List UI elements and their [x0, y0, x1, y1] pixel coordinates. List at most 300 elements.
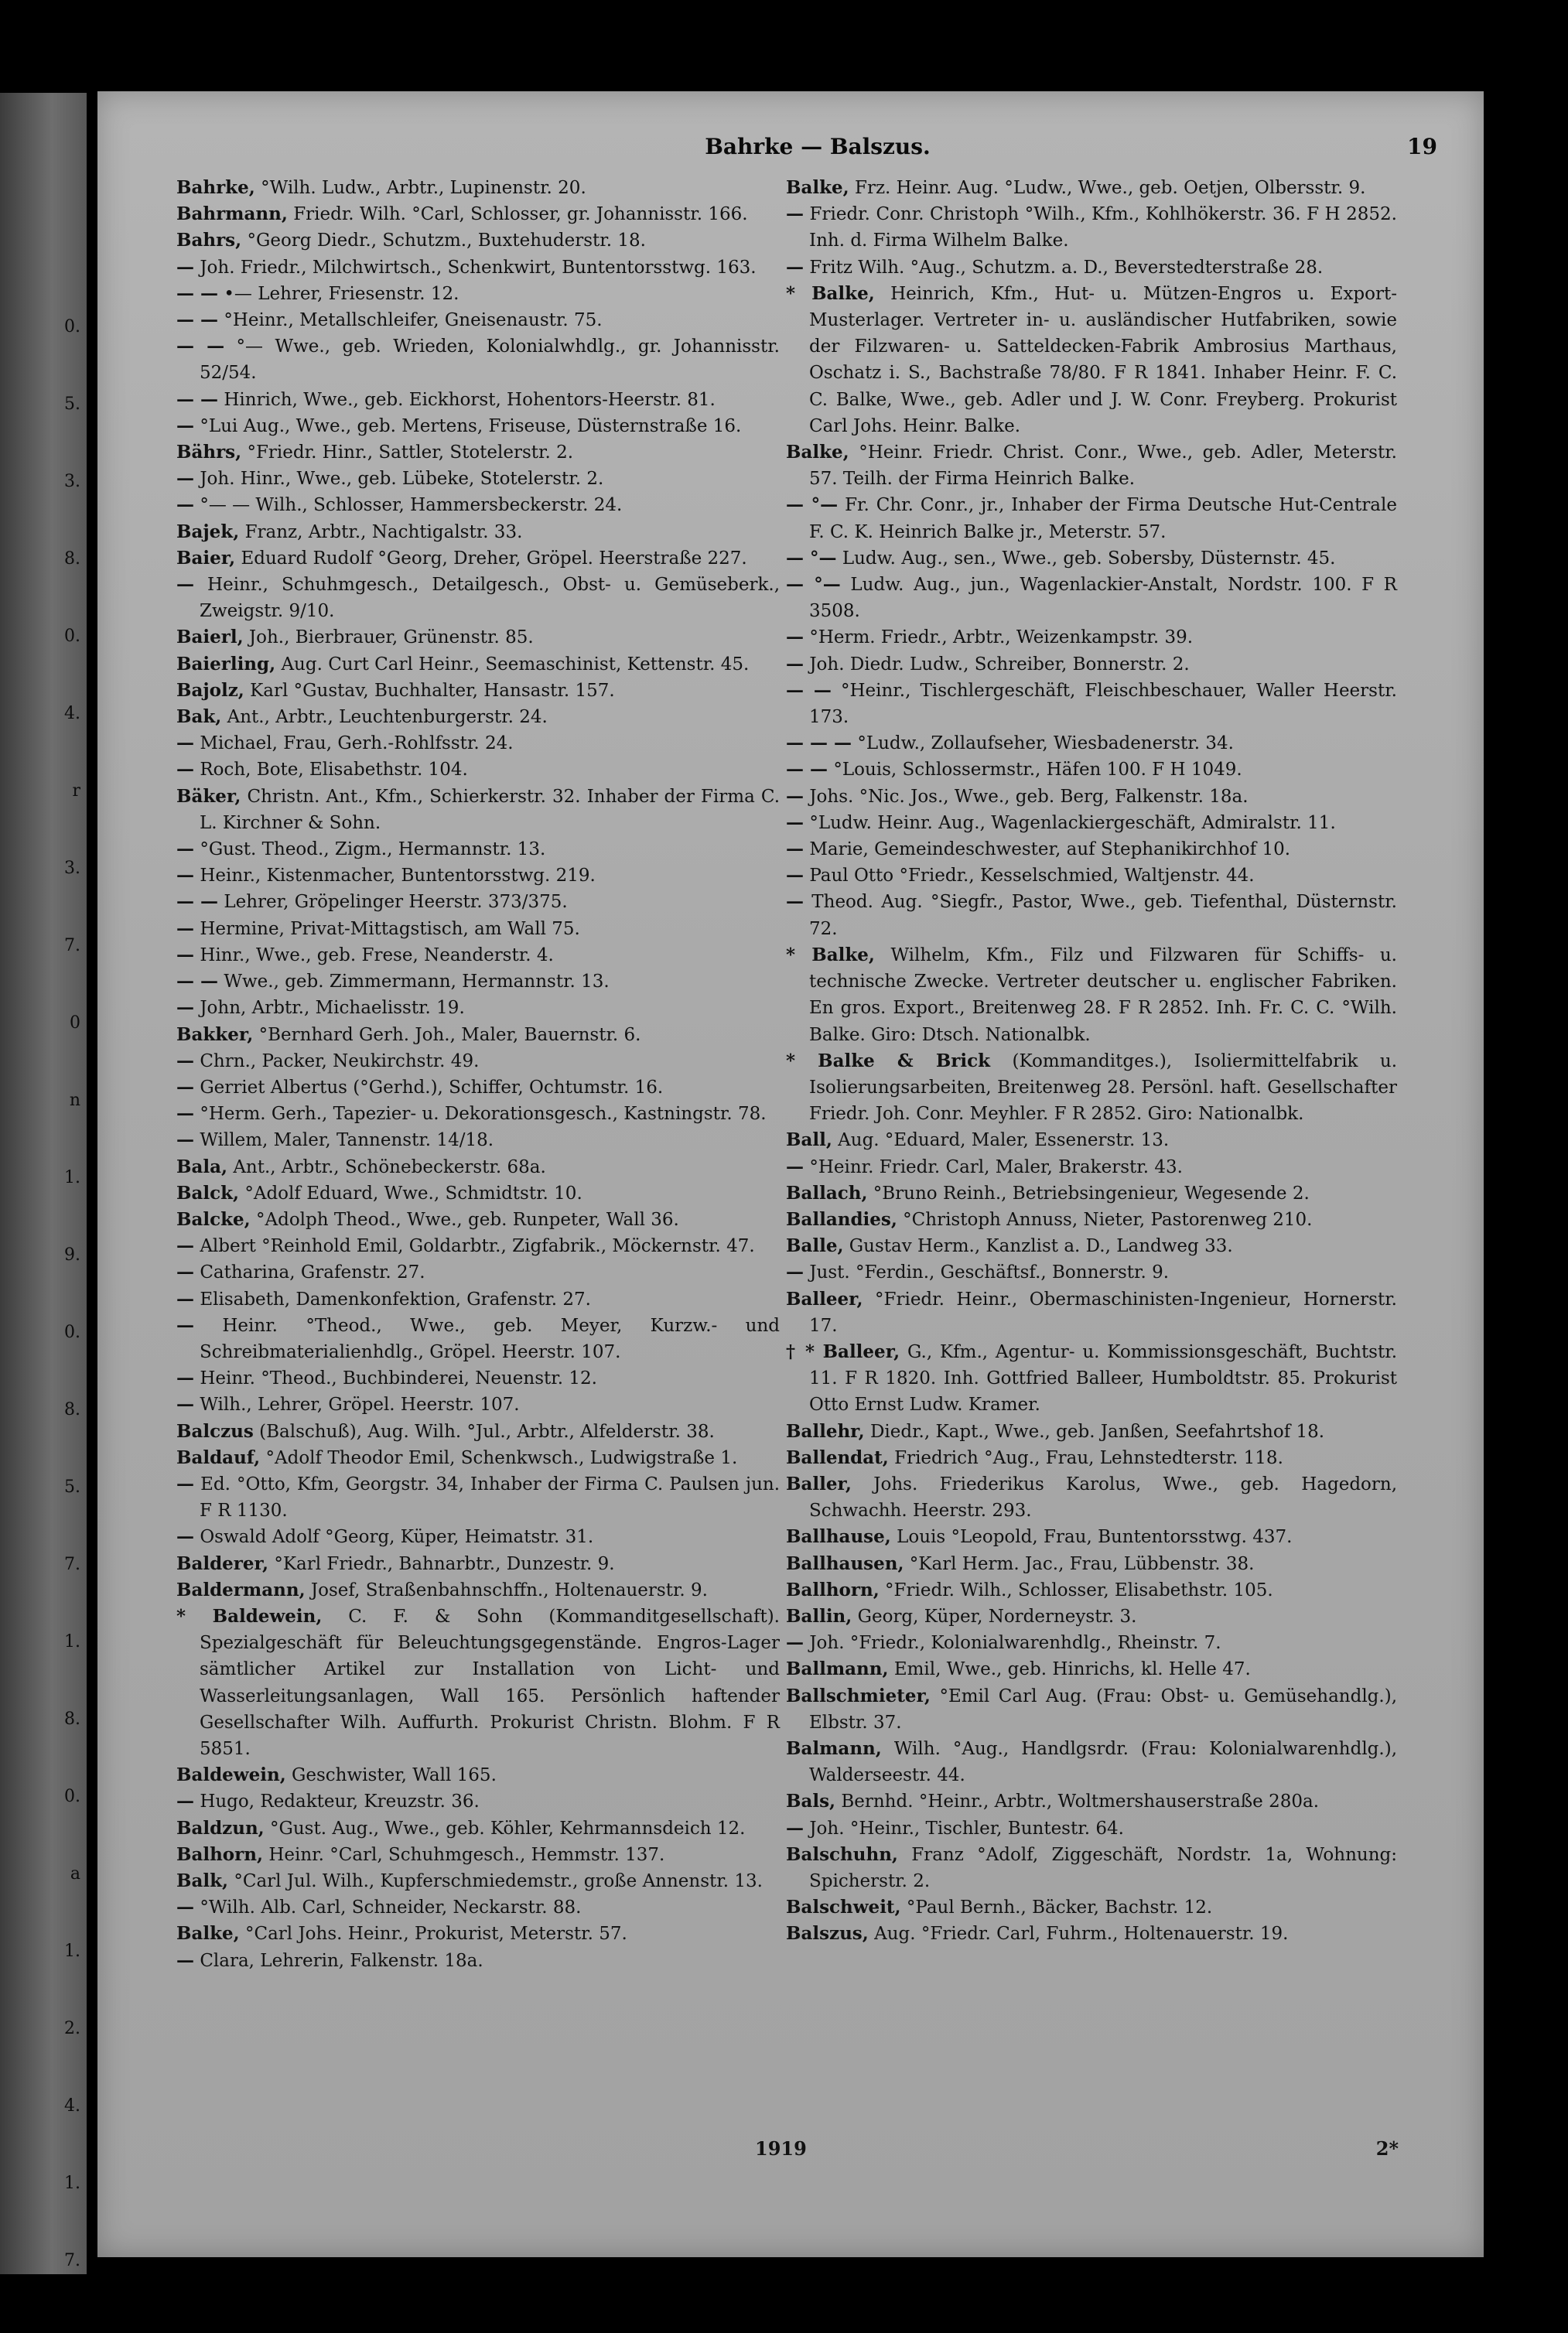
entry-text: Aug. °Eduard, Maler, Essenerstr. 13.: [838, 1130, 1170, 1151]
directory-entry: [176, 1445, 780, 1471]
directory-entry: [786, 1154, 1397, 1180]
directory-entry: [786, 1127, 1397, 1153]
entry-name: —: [786, 627, 804, 648]
margin-mark: 8.: [64, 549, 80, 569]
directory-entry: [176, 1419, 780, 1445]
margin-mark: 7.: [64, 2251, 80, 2270]
entry-name: —: [176, 468, 194, 490]
directory-entry: [176, 175, 780, 201]
entry-text: Chrn., Packer, Neukirchstr. 49.: [200, 1050, 480, 1071]
entry-name: Baldauf,: [176, 1447, 261, 1468]
entry-name: —: [786, 203, 804, 225]
entry-text: Joh. °Friedr., Kolonialwarenhdlg., Rheinstr. 7.: [809, 1633, 1221, 1654]
entry-name: —: [786, 1262, 804, 1283]
entry-text: Hermine, Privat-Mittagstisch, am Wall 75.: [200, 918, 580, 939]
entry-name: Ballhause,: [786, 1526, 891, 1548]
directory-entry: [176, 1842, 780, 1868]
directory-entry: [176, 1788, 780, 1815]
directory-entry: [786, 1339, 1397, 1419]
directory-entry: [786, 1604, 1397, 1630]
entry-text: °Carl Jul. Wilh., Kupferschmiedemstr., große Annenstr. 13.: [234, 1871, 763, 1891]
entry-text: Oswald Adolf °Georg, Küper, Heimatstr. 31.: [200, 1527, 594, 1548]
entry-name: —: [176, 1288, 194, 1310]
entry-name: —: [176, 733, 194, 754]
entry-name: —: [176, 1473, 194, 1494]
running-header: [183, 134, 1453, 165]
directory-entry: [176, 1365, 780, 1392]
directory-entry: [786, 281, 1397, 439]
left-column: [176, 175, 780, 1974]
entry-text: °Friedr. Hinr., Sattler, Stotelerstr. 2.: [247, 442, 574, 463]
entry-text: °Heinr., Metallschleifer, Gneisenaustr. 75.: [224, 310, 603, 331]
entry-text: Johs. °Nic. Jos., Wwe., geb. Berg, Falkenstr. 18a.: [809, 786, 1249, 807]
directory-entry: [786, 545, 1397, 572]
directory-entry: [176, 757, 780, 783]
entry-text: Heinr., Schuhmgesch., Detailgesch., Obst- u. Gemüseberk., Zweigstr. 9/10.: [200, 575, 780, 622]
entry-name: — — —: [786, 733, 852, 754]
entry-text: °Bruno Reinh., Betriebsingenieur, Wegesende 2.: [873, 1183, 1310, 1204]
directory-entry: [176, 1207, 780, 1233]
entry-text: °Karl Friedr., Bahnarbtr., Dunzestr. 9.: [274, 1553, 615, 1574]
directory-entry: [786, 492, 1397, 545]
entry-text: G., Kfm., Agentur- u. Kommissionsgeschäft, Buchtstr. 11. F R 1820. Inh. Gottfried Balleer, Humboldtstr. 85. Prokurist Otto Ernst Ludw. Kramer.: [809, 1341, 1398, 1416]
directory-entry: [786, 1656, 1397, 1682]
directory-entry: [786, 651, 1397, 678]
entry-text: Ed. °Otto, Kfm, Georgstr. 34, Inhaber der Firma C. Paulsen jun. F R 1130.: [200, 1474, 781, 1522]
margin-mark: 0.: [64, 1323, 80, 1342]
entry-name: Balderer,: [176, 1552, 268, 1574]
directory-entry: [786, 1842, 1397, 1894]
entry-name: Balke,: [176, 1923, 240, 1945]
directory-entry: [176, 227, 780, 254]
entry-name: Balleer,: [786, 1288, 863, 1310]
entry-text: Fr. Chr. Conr., jr., Inhaber der Firma Deutsche Hut-Centrale F. C. K. Heinrich Balke jr., Meterstr. 57.: [809, 495, 1397, 542]
directory-entry: [176, 1022, 780, 1048]
entry-name: Ball,: [786, 1129, 832, 1151]
entry-text: Friedr. Wilh. °Carl, Schlosser, gr. Johannisstr. 166.: [293, 204, 748, 225]
entry-name: Bala,: [176, 1156, 227, 1177]
directory-entry: [176, 624, 780, 651]
directory-entry: [786, 836, 1397, 862]
directory-entry: [786, 1233, 1397, 1259]
entry-text: Lehrer, Gröpelinger Heerstr. 373/375.: [224, 892, 568, 913]
entry-text: °Adolf Eduard, Wwe., Schmidtstr. 10.: [244, 1183, 582, 1204]
entry-name: —: [176, 1368, 194, 1389]
directory-entry: [176, 862, 780, 889]
entry-name: —: [176, 759, 194, 781]
margin-mark: 0.: [64, 627, 80, 646]
directory-entry: [786, 1788, 1397, 1815]
directory-entry: [786, 1894, 1397, 1921]
entry-name: Balke,: [786, 442, 849, 463]
entry-name: Baierl,: [176, 627, 244, 648]
margin-mark: 1.: [64, 2174, 80, 2193]
entry-name: —: [176, 1526, 194, 1548]
entry-name: Balcke,: [176, 1208, 251, 1230]
adjacent-page-edge: [0, 93, 87, 2274]
entry-name: Balhorn,: [176, 1843, 263, 1865]
directory-page: [97, 91, 1484, 2257]
entry-name: * Balke & Brick: [786, 1050, 991, 1071]
directory-entry: [176, 1233, 780, 1259]
directory-entry: [786, 862, 1397, 889]
entry-name: — —: [786, 679, 832, 701]
directory-entry: [176, 1392, 780, 1418]
entry-text: Friedrich °Aug., Frau, Lehnstedterstr. 118.: [894, 1447, 1283, 1468]
page-footer: [97, 2137, 1484, 2164]
directory-entry: [786, 942, 1397, 1048]
entry-text: °Karl Herm. Jac., Frau, Lübbenstr. 38.: [909, 1553, 1255, 1574]
entry-text: Eduard Rudolf °Georg, Dreher, Gröpel. Heerstraße 227.: [241, 548, 747, 569]
directory-entry: [176, 572, 780, 624]
entry-name: —: [176, 1314, 194, 1336]
entry-name: —: [176, 1050, 194, 1071]
directory-entry: [176, 1048, 780, 1074]
entry-text: Franz, Arbtr., Nachtigalstr. 33.: [244, 521, 523, 542]
directory-entry: [176, 201, 780, 227]
directory-entry: [786, 1683, 1397, 1736]
entry-text: Friedr. Conr. Christoph °Wilh., Kfm., Kohlhökerstr. 36. F H 2852. Inh. d. Firma Wilhelm Balke.: [809, 204, 1397, 251]
margin-mark: 1.: [64, 1942, 80, 1961]
margin-mark: 0.: [64, 317, 80, 336]
entry-text: Catharina, Grafenstr. 27.: [200, 1262, 425, 1283]
directory-entry: [176, 387, 780, 413]
entry-name: Ballschmieter,: [786, 1685, 931, 1706]
entry-text: Wilhelm, Kfm., Filz und Filzwaren für Schiffs- u. technische Zwecke. Vertreter deutscher u. englischer Fabriken. En gros. Export., Breitenweg 28. F R 2852. Inh. Fr. C. C. °Wilh. Balke. Giro: Dtsch. Nationalbk.: [809, 944, 1397, 1045]
entry-text: Diedr., Kapt., Wwe., geb. Janßen, Seefahrtshof 18.: [869, 1421, 1325, 1442]
margin-mark: 5.: [64, 395, 80, 414]
entry-name: Balschweit,: [786, 1897, 901, 1918]
entry-name: — —: [176, 309, 219, 331]
entry-name: Ballmann,: [786, 1658, 889, 1680]
entry-text: (Balschuß), Aug. Wilh. °Jul., Arbtr., Alfelderstr. 38.: [259, 1421, 715, 1442]
entry-name: Bakker,: [176, 1023, 254, 1045]
entry-text: Wwe., geb. Zimmermann, Hermannstr. 13.: [224, 972, 610, 992]
directory-entry: [786, 1736, 1397, 1788]
directory-entry: [176, 678, 780, 704]
directory-entry: [176, 333, 780, 386]
directory-entry: [176, 1577, 780, 1604]
margin-mark: 4.: [64, 2096, 80, 2116]
entry-text: Joh. °Heinr., Tischler, Buntestr. 64.: [809, 1818, 1124, 1839]
directory-entry: [786, 1816, 1397, 1842]
entry-name: Baller,: [786, 1473, 852, 1494]
directory-entry: [176, 730, 780, 757]
entry-name: Ballandies,: [786, 1208, 897, 1230]
directory-entry: [786, 1048, 1397, 1128]
directory-entry: [786, 757, 1397, 783]
directory-entry: [176, 413, 780, 439]
entry-name: —: [176, 574, 194, 596]
entry-text: Ant., Arbtr., Schönebeckerstr. 68a.: [233, 1156, 546, 1177]
directory-entry: [176, 942, 780, 968]
entry-text: Ludw. Aug., jun., Wagenlackier-Anstalt, Nordstr. 100. F R 3508.: [809, 575, 1398, 622]
entry-text: °Bernhard Gerh. Joh., Maler, Bauernstr. 6.: [258, 1024, 641, 1045]
entry-text: Geschwister, Wall 165.: [292, 1765, 497, 1786]
entry-text: °Christoph Annuss, Nieter, Pastorenweg 210.: [903, 1209, 1313, 1230]
entry-text: Elisabeth, Damenkonfektion, Grafenstr. 27.: [200, 1289, 591, 1310]
entry-text: Joh. Hinr., Wwe., geb. Lübeke, Stotelerstr. 2.: [200, 469, 604, 490]
footer-year: 1919: [755, 2137, 807, 2160]
margin-mark: n: [69, 1091, 80, 1110]
entry-text: Emil, Wwe., geb. Hinrichs, kl. Helle 47.: [893, 1659, 1251, 1680]
directory-entry: [786, 175, 1397, 201]
entry-name: —: [786, 1156, 804, 1177]
margin-mark: 8.: [64, 1400, 80, 1419]
entry-name: Bak,: [176, 706, 222, 728]
entry-name: —: [176, 1262, 194, 1283]
entry-text: °Friedr. Wilh., Schlosser, Elisabethstr. 105.: [885, 1580, 1273, 1600]
entry-name: Baierling,: [176, 653, 276, 675]
entry-name: —: [176, 997, 194, 1019]
entry-text: Marie, Gemeindeschwester, auf Stephanikirchhof 10.: [809, 839, 1291, 860]
entry-text: °Louis, Schlossermstr., Häfen 100. F H 1049.: [833, 760, 1242, 781]
entry-name: — —: [176, 282, 219, 304]
entry-name: — °—: [786, 547, 837, 569]
entry-text: Christn. Ant., Kfm., Schierkerstr. 32. Inhaber der Firma C. L. Kirchner & Sohn.: [200, 786, 780, 833]
entry-text: Wilh., Lehrer, Gröpel. Heerstr. 107.: [200, 1395, 520, 1416]
directory-entry: [786, 1524, 1397, 1550]
entry-name: Bäker,: [176, 785, 241, 807]
directory-entry: [176, 1074, 780, 1101]
entry-text: Gerriet Albertus (°Gerhd.), Schiffer, Ochtumstr. 16.: [200, 1077, 664, 1098]
signature-mark: 2*: [1375, 2137, 1399, 2160]
entry-name: Baldzun,: [176, 1817, 265, 1839]
entry-name: —: [786, 653, 804, 675]
margin-mark: 8.: [64, 1710, 80, 1729]
entry-text: Hinrich, Wwe., geb. Eickhorst, Hohentors-Heerstr. 81.: [224, 389, 716, 410]
entry-name: — °—: [786, 494, 839, 516]
entry-name: —: [786, 256, 804, 278]
entry-name: Balck,: [176, 1182, 240, 1204]
entry-name: Bahrs,: [176, 230, 242, 251]
directory-entry: [176, 307, 780, 333]
entry-name: —: [786, 785, 804, 807]
entry-name: Balle,: [786, 1235, 844, 1257]
entry-name: Ballehr,: [786, 1420, 865, 1442]
entry-text: Aug. Curt Carl Heinr., Seemaschinist, Kettenstr. 45.: [281, 654, 750, 675]
directory-entry: [176, 466, 780, 492]
entry-name: Ballhausen,: [786, 1552, 904, 1574]
entry-text: Ludw. Aug., sen., Wwe., geb. Sobersby, Düsternstr. 45.: [842, 548, 1336, 569]
entry-name: * Baldewein,: [176, 1605, 323, 1627]
entry-text: °Heinr. Friedr. Carl, Maler, Brakerstr. 43.: [809, 1156, 1183, 1177]
entry-name: —: [176, 1897, 194, 1918]
entry-name: — °—: [786, 574, 841, 596]
entry-text: °Paul Bernh., Bäcker, Bachstr. 12.: [906, 1897, 1213, 1918]
directory-entry: [786, 1551, 1397, 1577]
entry-name: —: [786, 865, 804, 886]
directory-entry: [176, 916, 780, 942]
entry-name: —: [176, 839, 194, 860]
entry-name: — —: [176, 891, 219, 913]
entry-text: Willem, Maler, Tannenstr. 14/18.: [200, 1130, 494, 1151]
directory-entry: [176, 1154, 780, 1180]
entry-text: Just. °Ferdin., Geschäftsf., Bonnerstr. 9.: [809, 1262, 1170, 1283]
entry-text: °Herm. Gerh., Tapezier- u. Dekorationsgesch., Kastningstr. 78.: [200, 1104, 767, 1125]
entry-text: Louis °Leopold, Frau, Buntentorsstwg. 437.: [897, 1527, 1293, 1548]
entry-name: —: [176, 865, 194, 886]
directory-entry: [176, 784, 780, 836]
entry-name: Bals,: [786, 1791, 836, 1812]
directory-entry: [786, 1471, 1397, 1524]
directory-entry: [786, 1921, 1397, 1947]
entry-name: Ballin,: [786, 1605, 852, 1627]
entry-name: * Balke,: [786, 944, 875, 965]
entry-name: — —: [176, 971, 219, 992]
directory-entry: [176, 1471, 780, 1524]
entry-text: Paul Otto °Friedr., Kesselschmied, Waltjenstr. 44.: [809, 866, 1255, 886]
directory-entry: [176, 1286, 780, 1313]
entry-name: Bährs,: [176, 442, 242, 463]
entry-name: Balmann,: [786, 1737, 882, 1759]
margin-mark: 1.: [64, 1632, 80, 1652]
entry-name: Balczus: [176, 1420, 254, 1442]
entry-name: —: [176, 1076, 194, 1098]
entry-name: Bahrke,: [176, 177, 255, 198]
page-number: 19: [1407, 134, 1437, 159]
directory-entry: [786, 1286, 1397, 1339]
entry-text: °Emil Carl Aug. (Frau: Obst- u. Gemüsehandlg.), Elbstr. 37.: [809, 1686, 1397, 1733]
entry-text: °Georg Diedr., Schutzm., Buxtehuderstr. 18.: [247, 231, 646, 251]
entry-name: —: [176, 944, 194, 965]
entry-text: Heinr. °Theod., Buchbinderei, Neuenstr. 12.: [200, 1368, 597, 1389]
directory-entry: [786, 1419, 1397, 1445]
entry-text: Theod. Aug. °Siegfr., Pastor, Wwe., geb. Tiefenthal, Düsternstr. 72.: [809, 892, 1397, 939]
entry-name: —: [176, 1791, 194, 1812]
directory-entry: [786, 201, 1397, 254]
directory-entry: [786, 439, 1397, 492]
margin-mark: r: [72, 781, 80, 801]
entry-text: Fritz Wilh. °Aug., Schutzm. a. D., Beverstedterstraße 28.: [809, 257, 1324, 278]
running-title: Bahrke — Balszus.: [705, 134, 931, 159]
right-column: [786, 175, 1397, 1948]
margin-mark: a: [70, 1864, 80, 1884]
directory-entry: [176, 1762, 780, 1788]
entry-name: — —: [176, 336, 225, 357]
directory-entry: [176, 439, 780, 466]
directory-entry: [176, 1180, 780, 1207]
entry-name: Ballach,: [786, 1182, 868, 1204]
directory-entry: [786, 889, 1397, 941]
entry-text: °Lui Aug., Wwe., geb. Mertens, Friseuse, Düsternstraße 16.: [200, 415, 742, 436]
directory-entry: [176, 281, 780, 307]
directory-entry: [176, 1127, 780, 1153]
entry-name: Baier,: [176, 547, 236, 569]
entry-name: —: [176, 256, 194, 278]
entry-text: Josef, Straßenbahnschffn., Holtenauerstr. 9.: [310, 1580, 708, 1600]
directory-entry: [786, 1259, 1397, 1286]
entry-text: Albert °Reinhold Emil, Goldarbtr., Zigfabrik., Möckernstr. 47.: [200, 1236, 755, 1257]
entry-text: •— Lehrer, Friesenstr. 12.: [224, 283, 459, 304]
entry-text: Frz. Heinr. Aug. °Ludw., Wwe., geb. Oetjen, Olbersstr. 9.: [854, 178, 1366, 198]
entry-name: —: [176, 415, 194, 436]
margin-mark: 3.: [64, 859, 80, 878]
directory-entry: [786, 572, 1397, 624]
entry-text: Gustav Herm., Kanzlist a. D., Landweg 33.: [849, 1236, 1233, 1257]
directory-entry: [176, 1816, 780, 1842]
entry-name: —: [176, 1129, 194, 1151]
directory-entry: [176, 968, 780, 995]
entry-text: Hinr., Wwe., geb. Frese, Neanderstr. 4.: [200, 944, 554, 965]
margin-mark: 7.: [64, 936, 80, 955]
entry-name: —: [176, 1235, 194, 1257]
entry-text: °Wilh. Ludw., Arbtr., Lupinenstr. 20.: [261, 178, 586, 198]
entry-text: Georg, Küper, Norderneystr. 3.: [857, 1606, 1137, 1627]
entry-text: °Heinr., Tischlergeschäft, Fleischbeschauer, Waller Heerstr. 173.: [809, 680, 1397, 728]
directory-entry: [176, 1604, 780, 1762]
directory-entry: [176, 836, 780, 862]
entry-text: °Adolph Theod., Wwe., geb. Runpeter, Wall 36.: [255, 1209, 679, 1230]
entry-text: Wilh. °Aug., Handlgsrdr. (Frau: Kolonialwarenhdlg.), Walderseestr. 44.: [809, 1738, 1398, 1786]
directory-entry: [176, 651, 780, 678]
entry-name: Balschuhn,: [786, 1843, 898, 1865]
entry-name: —: [786, 891, 804, 913]
entry-name: Ballendat,: [786, 1447, 889, 1468]
entry-text: °Gust. Theod., Zigm., Hermannstr. 13.: [200, 839, 546, 860]
directory-entry: [176, 1524, 780, 1550]
entry-name: — —: [176, 388, 219, 410]
directory-entry: [786, 254, 1397, 281]
directory-entry: [786, 784, 1397, 810]
directory-entry: [786, 1207, 1397, 1233]
entry-text: Ant., Arbtr., Leuchtenburgerstr. 24.: [227, 707, 548, 728]
entry-name: —: [176, 494, 194, 516]
entry-text: Joh. Friedr., Milchwirtsch., Schenkwirt, Buntentorsstwg. 163.: [200, 257, 757, 278]
entry-text: °Friedr. Heinr., Obermaschinisten-Ingenieur, Hornerstr. 17.: [809, 1289, 1397, 1336]
directory-entry: [176, 704, 780, 730]
directory-entry: [176, 545, 780, 572]
directory-entry: [786, 624, 1397, 651]
margin-mark: 0.: [64, 1787, 80, 1806]
entry-text: °Gust. Aug., Wwe., geb. Köhler, Kehrmannsdeich 12.: [270, 1818, 746, 1839]
entry-name: * Balke,: [786, 282, 875, 304]
entry-text: °Heinr. Friedr. Christ. Conr., Wwe., geb. Adler, Meterstr. 57. Teilh. der Firma Heinrich Balke.: [809, 442, 1397, 490]
entry-text: °— — Wilh., Schlosser, Hammersbeckerstr. 24.: [200, 495, 623, 516]
directory-entry: [176, 1259, 780, 1286]
entry-name: Bahrmann,: [176, 203, 288, 225]
entry-text: °— Wwe., geb. Wrieden, Kolonialwhdlg., gr. Johannisstr. 52/54.: [200, 336, 780, 384]
directory-entry: [176, 1948, 780, 1974]
entry-name: † * Balleer,: [786, 1341, 900, 1362]
margin-mark: 5.: [64, 1477, 80, 1497]
entry-name: —: [786, 839, 804, 860]
entry-name: —: [786, 811, 804, 833]
margin-mark: 4.: [64, 704, 80, 723]
entry-text: Aug. °Friedr. Carl, Fuhrm., Holtenauerstr. 19.: [874, 1924, 1289, 1945]
entry-name: Bajek,: [176, 521, 240, 542]
directory-entry: [786, 1630, 1397, 1656]
entry-text: Joh., Bierbrauer, Grünenstr. 85.: [248, 627, 534, 648]
margin-mark: 0: [70, 1013, 80, 1033]
entry-name: Ballhorn,: [786, 1579, 880, 1600]
entry-name: —: [786, 1817, 804, 1839]
directory-entry: [786, 678, 1397, 730]
directory-entry: [786, 1180, 1397, 1207]
entry-name: Baldermann,: [176, 1579, 306, 1600]
entry-text: Hugo, Redakteur, Kreuzstr. 36.: [200, 1792, 480, 1812]
entry-text: Joh. Diedr. Ludw., Schreiber, Bonnerstr. 2.: [809, 654, 1190, 675]
entry-text: °Ludw. Heinr. Aug., Wagenlackiergeschäft, Admiralstr. 11.: [809, 812, 1336, 833]
directory-entry: [786, 1577, 1397, 1604]
margin-mark: 3.: [64, 472, 80, 491]
directory-entry: [786, 1445, 1397, 1471]
directory-entry: [176, 254, 780, 281]
directory-entry: [176, 492, 780, 518]
directory-entry: [176, 889, 780, 915]
margin-mark: 7.: [64, 1555, 80, 1574]
entry-name: —: [176, 1103, 194, 1125]
